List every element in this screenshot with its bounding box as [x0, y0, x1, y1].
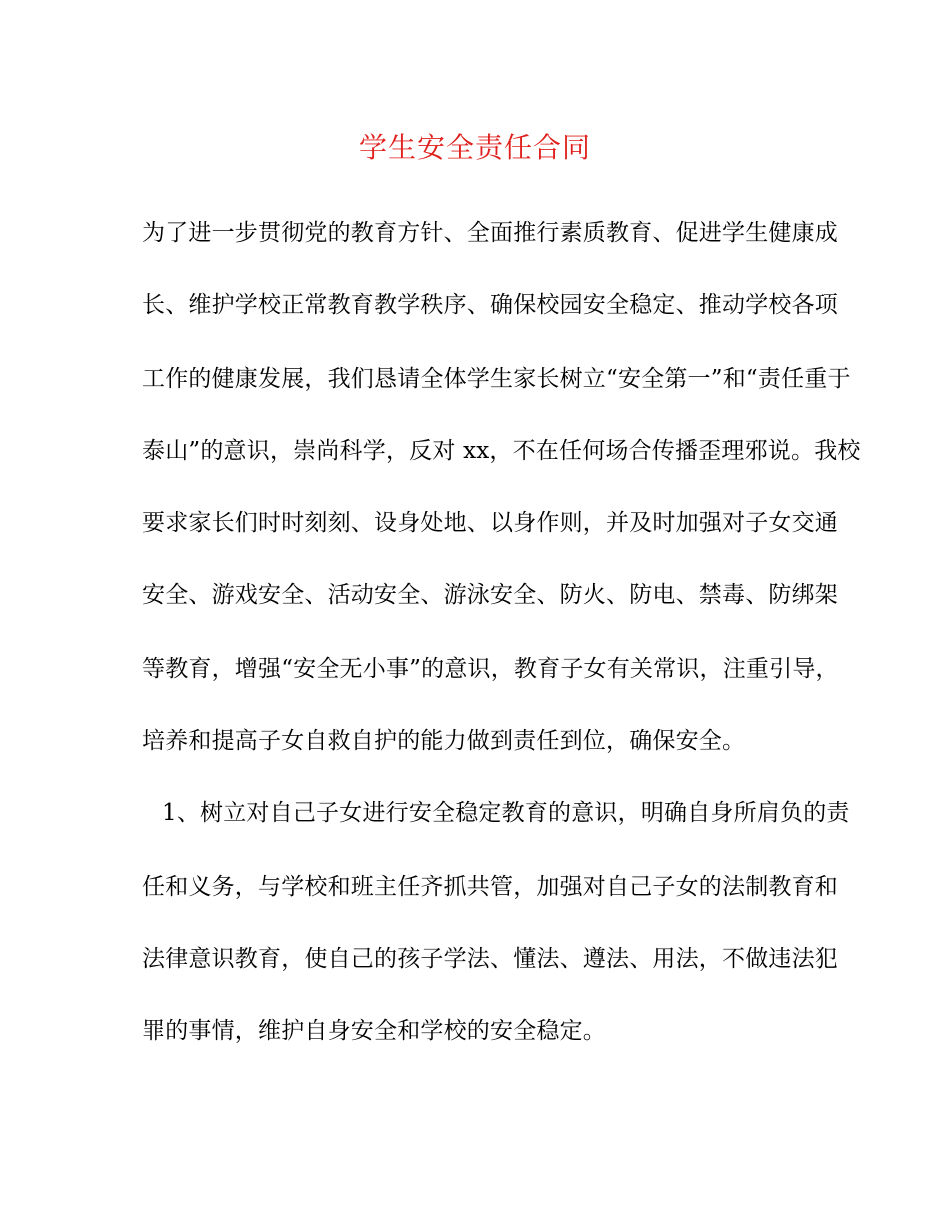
paragraph-1-line-2: 长、维护学校正常教育教学秩序、确保校园安全稳定、推动学校各项 — [142, 292, 838, 318]
paragraph-1-line-1: 为了进一步贯彻党的教育方针、全面推行素质教育、促进学生健康成 — [142, 220, 838, 246]
document-title: 学生安全责任合同 — [358, 131, 591, 164]
paragraph-1-line-8: 培养和提高子女自救自护的能力做到责任到位，确保安全。 — [142, 728, 746, 754]
paragraph-1-line-4: 泰山”的意识，崇尚科学，反对 xx，不在任何场合传播歪理邪说。我校 — [142, 438, 861, 464]
paragraph-2-line-2: 任和义务，与学校和班主任齐抓共管，加强对自己子女的法制教育和 — [142, 874, 838, 900]
paragraph-1-line-7: 等教育，增强“安全无小事”的意识，教育子女有关常识，注重引导， — [142, 656, 839, 682]
paragraph-1-line-3: 工作的健康发展，我们恳请全体学生家长树立“安全第一”和“责任重于 — [142, 366, 851, 392]
paragraph-1-line-5: 要求家长们时时刻刻、设身处地、以身作则，并及时加强对子女交通 — [142, 510, 838, 536]
paragraph-1-line-6: 安全、游戏安全、活动安全、游泳安全、防火、防电、禁毒、防绑架 — [142, 582, 838, 608]
paragraph-2-line-1: 1、树立对自己子女进行安全稳定教育的意识，明确自身所肩负的责 — [162, 800, 850, 826]
paragraph-2-line-4: 罪的事情，维护自身安全和学校的安全稳定。 — [142, 1018, 606, 1044]
paragraph-2-line-3: 法律意识教育，使自己的孩子学法、懂法、遵法、用法，不做违法犯 — [142, 946, 838, 972]
